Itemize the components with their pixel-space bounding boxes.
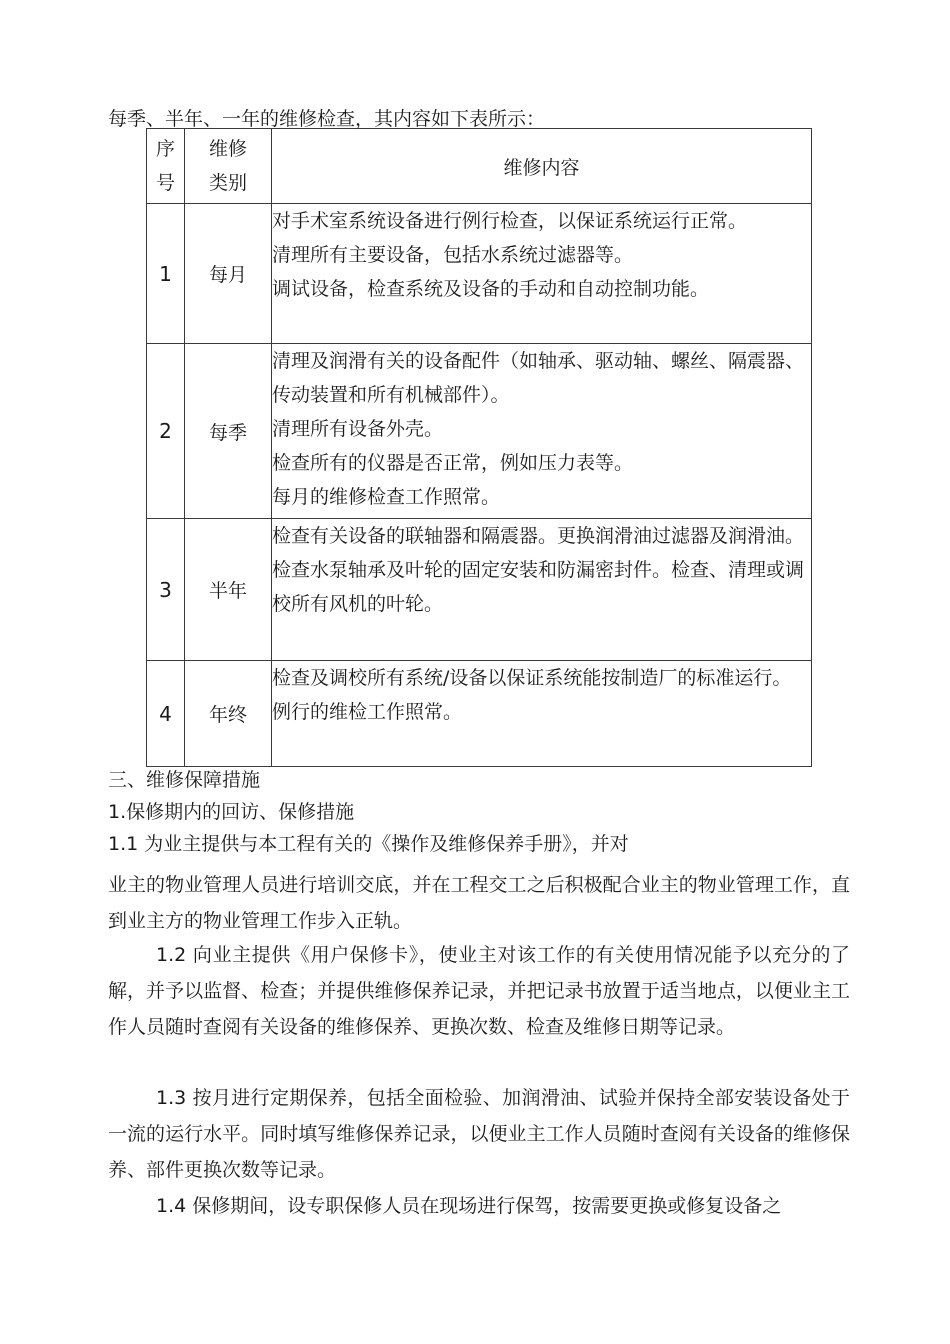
- maintenance-table: [146, 128, 812, 767]
- paragraph-1-1-continued: 业主的物业管理人员进行培训交底，并在工程交工之后积极配合业主的物业管理工作，直到业主方的物业管理工作步入正轨。: [108, 874, 850, 932]
- content-line: 对手术室系统设备进行例行检查，以保证系统运行正常。: [272, 210, 748, 232]
- content-line: 清理所有主要设备，包括水系统过滤器等。: [272, 244, 634, 266]
- row-type: 每月: [185, 204, 272, 344]
- paragraph-1-4: 1.4 保修期间，设专职保修人员在现场进行保驾，按需要更换或修复设备之: [156, 1195, 782, 1217]
- section-heading: 三、维修保障措施: [108, 769, 261, 791]
- row-type: 年终: [185, 661, 272, 767]
- table-row: [147, 344, 812, 519]
- content-line: 检查所有的仪器是否正常，例如压力表等。: [272, 452, 634, 474]
- header-no-line1: 序: [155, 138, 175, 160]
- subsection-heading: 1.保修期内的回访、保修措施: [108, 801, 355, 823]
- header-no-line2: 号: [155, 172, 175, 194]
- content-line: 调试设备，检查系统及设备的手动和自动控制功能。: [272, 278, 710, 300]
- content-line: 清理所有设备外壳。: [272, 418, 444, 440]
- content-line: 检查及调校所有系统/设备以保证系统能按制造厂的标准运行。: [272, 667, 792, 689]
- row-content: [272, 661, 812, 767]
- header-type-line1: 维修: [208, 138, 247, 160]
- row-type: 半年: [185, 519, 272, 661]
- intro-text: 每季、半年、一年的维修检查，其内容如下表所示：: [108, 108, 546, 130]
- row-content: [272, 344, 812, 519]
- paragraph-1-1-first-line: 1.1 为业主提供与本工程有关的《操作及维修保养手册》，并对: [108, 833, 629, 855]
- paragraph-1-2: 1.2 向业主提供《用户保修卡》，使业主对该工作的有关使用情况能予以充分的了解，并予以监督、检查；并提供维修保养记录，并把记录书放置于适当地点，以便业主工作人员随时查阅有关设备的维修保养、更换次数、检查及维修日期等记录。: [108, 944, 850, 1038]
- content-line: 检查有关设备的联轴器和隔震器。更换润滑油过滤器及润滑油。: [272, 525, 805, 547]
- row-number: 1: [147, 204, 185, 344]
- table-row: [147, 519, 812, 661]
- header-no: [147, 129, 185, 204]
- content-line: 每月的维修检查工作照常。: [272, 486, 501, 508]
- content-line: 清理及润滑有关的设备配件（如轴承、驱动轴、螺丝、隔震器、传动装置和所有机械部件）。: [272, 350, 805, 406]
- header-content: 维修内容: [272, 129, 812, 204]
- table-row: [147, 661, 812, 767]
- content-line: 例行的维检工作照常。: [272, 701, 463, 723]
- header-type-line2: 类别: [208, 172, 247, 194]
- header-type: [185, 129, 272, 204]
- row-type: 每季: [185, 344, 272, 519]
- row-content: [272, 204, 812, 344]
- paragraph-1-3: 1.3 按月进行定期保养，包括全面检验、加润滑油、试验并保持全部安装设备处于一流的运行水平。同时填写维修保养记录，以便业主工作人员随时查阅有关设备的维修保养、部件更换次数等记录。: [108, 1087, 850, 1181]
- row-number: 2: [147, 344, 185, 519]
- row-number: 4: [147, 661, 185, 767]
- table-header-row: [147, 129, 812, 204]
- row-content: [272, 519, 812, 661]
- content-line: 检查水泵轴承及叶轮的固定安装和防漏密封件。检查、清理或调校所有风机的叶轮。: [272, 559, 805, 615]
- row-number: 3: [147, 519, 185, 661]
- table-row: [147, 204, 812, 344]
